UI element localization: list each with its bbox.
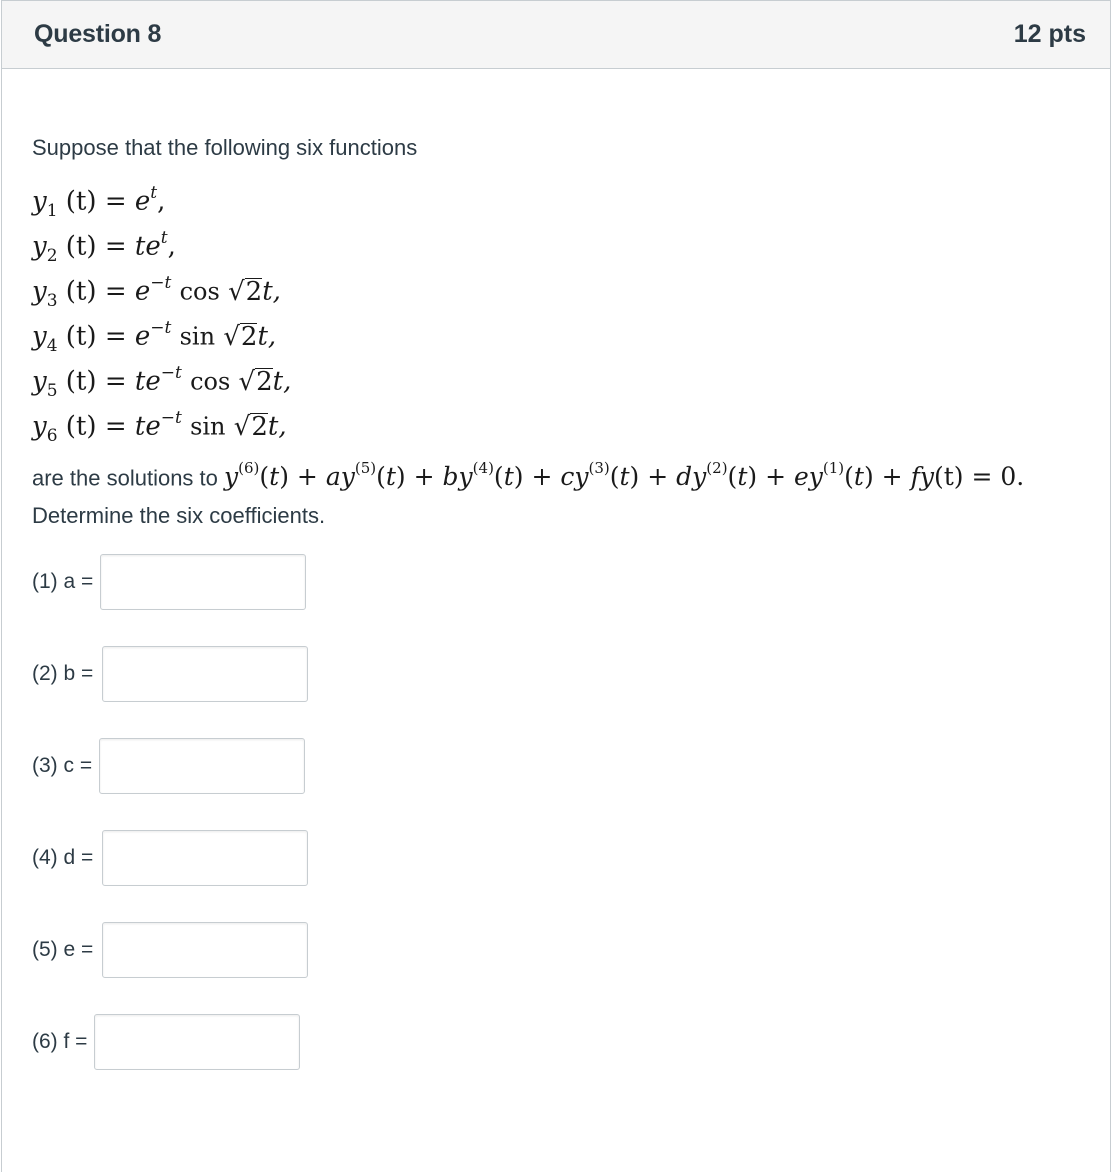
answer-row-c <box>32 737 305 795</box>
function-y3: $y_3$ $(t) = e^{-t}$ cos √2t, <box>32 273 281 311</box>
determine-instruction: Determine the six coefficients. <box>32 503 326 528</box>
answer-input-f[interactable] <box>94 1014 300 1070</box>
question-header <box>2 1 1110 69</box>
answer-input-c[interactable] <box>99 738 305 794</box>
answer-row-b <box>32 645 308 703</box>
sqrt-symbol: √2 <box>233 411 268 442</box>
answer-input-d[interactable] <box>102 830 308 886</box>
answer-label-c: (3) c = <box>32 754 93 777</box>
question-title: Question 8 <box>34 20 162 48</box>
answer-input-a[interactable] <box>100 554 306 610</box>
sqrt-symbol: √2 <box>238 366 273 397</box>
answer-input-e[interactable] <box>102 922 308 978</box>
function-y4: $y_4$ $(t) = e^{-t}$ sin √2t, <box>32 318 277 356</box>
question-intro: Suppose that the following six functions <box>32 135 418 160</box>
sqrt-symbol: √2 <box>228 276 263 307</box>
answer-label-e: (5) e = <box>32 938 94 961</box>
answer-row-a <box>32 553 306 611</box>
differential-equation: are the solutions to $y^{(6)}(t) + ay^{(5)}(t) + by^{(4)}(t) + cy^{(3)}(t) + dy^{(2)}(t) + ey^{(1)}(t) + fy(t) = 0$. <box>32 459 1025 492</box>
answer-label-d: (4) d = <box>32 846 94 869</box>
answer-label-f: (6) f = <box>32 1030 88 1053</box>
answer-row-d <box>32 829 308 887</box>
de-math: $y^{(6)}(t) + ay^{(5)}(t) + by^{(4)}(t) + cy^{(3)}(t) + dy^{(2)}(t) + ey^{(1)}(t) + fy(t) = 0$. <box>224 459 1025 492</box>
function-y5: $y_5$ $(t) = te^{-t}$ cos √2t, <box>32 363 292 401</box>
sqrt-symbol: √2 <box>223 321 258 352</box>
function-y1: $y_1$ $(t) = e^t$, <box>32 183 166 221</box>
answer-label-b: (2) b = <box>32 662 94 685</box>
answer-input-b[interactable] <box>102 646 308 702</box>
function-y6: $y_6$ $(t) = te^{-t}$ sin √2t, <box>32 408 287 446</box>
answer-row-e <box>32 921 308 979</box>
function-y2: $y_2$ $(t) = te^t$, <box>32 228 176 266</box>
answer-label-a: (1) a = <box>32 570 94 593</box>
question-points: 12 pts <box>1013 20 1086 48</box>
answer-row-f <box>32 1013 300 1071</box>
